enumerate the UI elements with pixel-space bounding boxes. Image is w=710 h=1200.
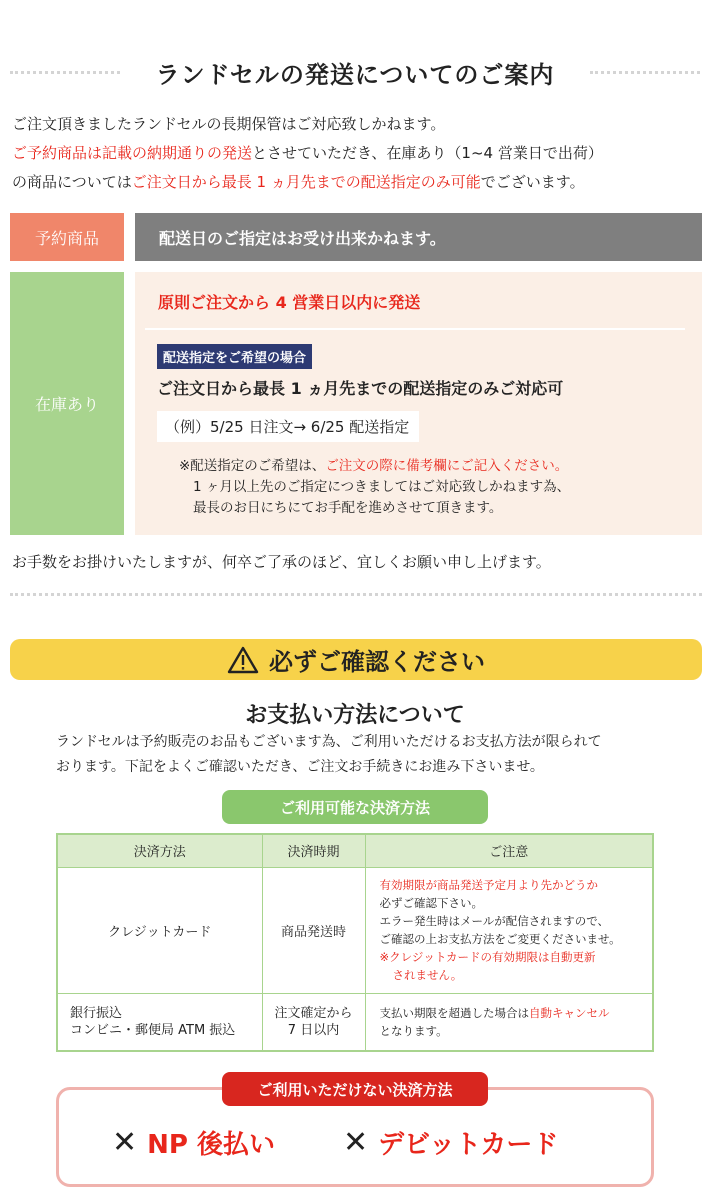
- credit-note-2: 必ずご確認下さい。: [379, 896, 483, 910]
- table-row: [57, 867, 653, 993]
- method-bank-line-1: 銀行振込: [70, 1005, 123, 1021]
- intro-line-3-a: の商品については: [12, 173, 132, 191]
- instock-divider: [145, 328, 685, 330]
- intro-line-1: ご注文頂きましたランドセルの長期保管はご対応致しかねます。: [12, 115, 446, 133]
- credit-note-4: ご確認の上お支払方法をご変更くださいませ。: [379, 932, 621, 946]
- delivery-limit-emphasis: ご注文日から最長 1 ヵ月先までの配送指定のみ可能: [131, 173, 481, 191]
- bank-note-emphasis: 自動キャンセル: [529, 1005, 610, 1020]
- credit-note-5: ※クレジットカードの有効期限は自動更新: [379, 950, 596, 964]
- timing-bank-transfer: [262, 993, 365, 1051]
- intro-line-3: [12, 168, 702, 197]
- payment-table: [56, 833, 654, 1052]
- delivery-request-badge: 配送指定をご希望の場合: [157, 344, 312, 369]
- column-header-timing: 決済時期: [262, 834, 365, 867]
- closing-text: お手数をお掛けいたしますが、何卒ご了承のほど、宜しくお願い申し上げます。: [12, 553, 551, 571]
- unavailable-method-name: デビットカード: [378, 1130, 559, 1160]
- confirm-banner: [10, 639, 702, 680]
- instock-body: [135, 272, 702, 535]
- method-bank-transfer: [57, 993, 262, 1051]
- delivery-request-text: ご注文日から最長 1 ヵ月先までの配送指定のみご対応可: [157, 379, 564, 398]
- payment-description: [56, 730, 696, 780]
- bank-note-line-1: [380, 1004, 641, 1022]
- delivery-note-line-3: 最長のお日にちにてお手配を進めさせて頂きます。: [193, 500, 503, 516]
- notes-credit-card: [365, 867, 653, 993]
- cross-icon: ✕: [112, 1125, 138, 1160]
- unavailable-method-debit: [343, 1124, 558, 1161]
- credit-note-3: エラー発生時はメールが配信されますので、: [379, 914, 610, 928]
- table-row: [57, 993, 653, 1051]
- delivery-note-a: ※配送指定のご希望は、: [179, 458, 326, 474]
- shipping-intro: [12, 110, 702, 197]
- preorder-row: [10, 213, 702, 261]
- intro-line-2-rest: とさせていただき、在庫あり（1~4 営業日で出荷）: [252, 144, 603, 162]
- instock-label: 在庫あり: [10, 272, 124, 535]
- notes-bank-transfer: [365, 993, 653, 1051]
- warning-icon: [227, 646, 259, 674]
- preorder-label: 予約商品: [10, 213, 124, 261]
- shipping-title-row: [0, 52, 710, 92]
- payment-desc-line-1: ランドセルは予約販売のお品もございます為、ご利用いただけるお支払方法が限られて: [56, 734, 602, 750]
- confirm-banner-text: 必ずご確認ください: [269, 648, 485, 676]
- timing-credit-card: 商品発送時: [262, 867, 365, 993]
- available-methods-label: ご利用可能な決済方法: [222, 790, 488, 824]
- delivery-example: （例）5/25 日注文→ 6/25 配送指定: [157, 411, 419, 442]
- instock-headline: 原則ご注文から 4 営業日以内に発送: [158, 293, 421, 312]
- payment-desc-line-2: おります。下記をよくご確認いただき、ご注文お手続きにお進み下さいませ。: [56, 759, 544, 775]
- payment-title: お支払い方法について: [245, 703, 465, 728]
- timing-bank-line-1: 注文確定から: [274, 1005, 353, 1021]
- section-divider: [10, 593, 702, 596]
- delivery-note-emphasis: ご注文の際に備考欄にご記入ください。: [325, 458, 569, 474]
- delivery-note-line-2: 1 ヶ月以上先のご指定につきましてはご対応致しかねます為、: [193, 479, 571, 495]
- delivery-note: [179, 456, 570, 519]
- unavailable-method-np: [112, 1124, 275, 1161]
- preorder-delivery-emphasis: ご予約商品は記載の納期通りの発送: [12, 144, 253, 162]
- timing-bank-line-2: 7 日以内: [287, 1022, 340, 1038]
- instock-row: [10, 272, 702, 535]
- dotted-divider-left: [10, 71, 120, 74]
- method-bank-line-2: コンビニ・郵便局 ATM 振込: [70, 1022, 236, 1038]
- column-header-method: 決済方法: [57, 834, 262, 867]
- unavailable-methods-label: ご利用いただけない決済方法: [222, 1072, 488, 1106]
- page-title: ランドセルの発送についてのご案内: [155, 60, 555, 89]
- intro-line-2: [12, 139, 702, 168]
- unavailable-method-name: NP 後払い: [147, 1130, 276, 1160]
- credit-note-6: されません。: [392, 968, 463, 982]
- delivery-note-line-1: [179, 456, 570, 477]
- preorder-text: 配送日のご指定はお受け出来かねます。: [135, 213, 702, 261]
- table-header-row: [57, 834, 653, 867]
- dotted-divider-right: [590, 71, 700, 74]
- credit-note-1: 有効期限が商品発送予定月より先かどうか: [379, 878, 598, 892]
- bank-note-a: 支払い期限を超過した場合は: [379, 1005, 529, 1020]
- method-credit-card: クレジットカード: [57, 867, 262, 993]
- column-header-notes: ご注意: [365, 834, 653, 867]
- bank-note-b: となります。: [379, 1023, 448, 1038]
- cross-icon: ✕: [343, 1125, 369, 1160]
- intro-line-3-b: でございます。: [480, 173, 585, 191]
